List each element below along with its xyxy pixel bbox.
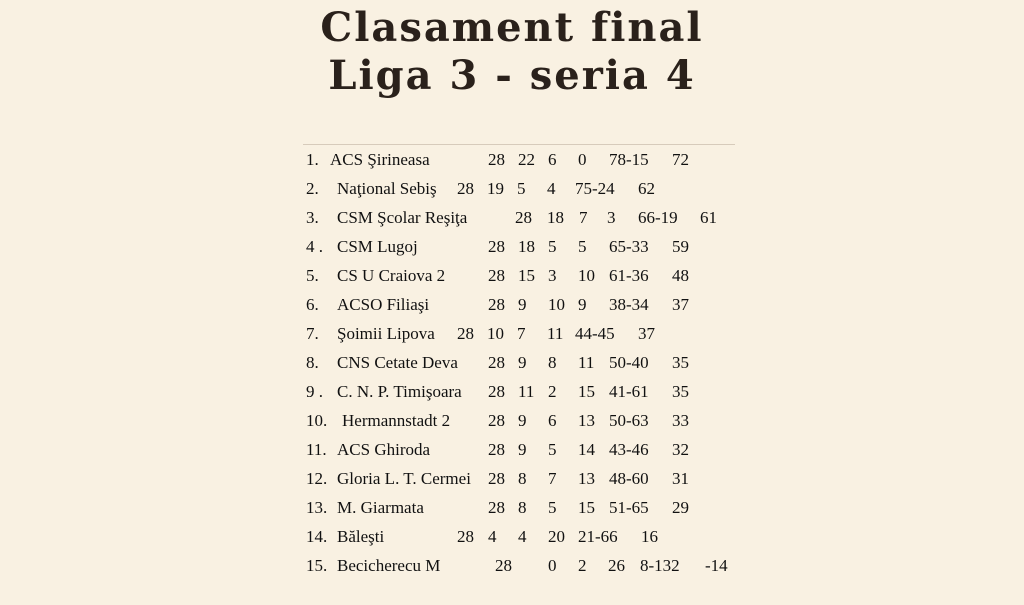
team-name-cell: ACS Ghiroda	[337, 440, 431, 459]
goals-cell: 61-36	[609, 266, 649, 285]
wins-cell: 22	[518, 150, 535, 169]
games-played-cell: 28	[457, 527, 474, 546]
losses-cell: 13	[578, 469, 595, 488]
position-cell: 9 .	[306, 382, 323, 401]
team-name-cell: CNS Cetate Deva	[337, 353, 458, 372]
goals-cell: 66-19	[638, 208, 678, 227]
page-subtitle: Liga 3 - seria 4	[328, 52, 696, 99]
team-name-cell: CSM Şcolar Reşiţa	[337, 208, 468, 227]
wins-cell: 19	[487, 179, 504, 198]
points-cell: 62	[638, 179, 655, 198]
table-row	[0, 495, 1024, 521]
wins-cell: 0	[548, 556, 557, 575]
points-cell: 29	[672, 498, 689, 517]
table-row	[0, 466, 1024, 492]
team-name-cell: Băleşti	[337, 527, 385, 546]
team-name-cell: M. Giarmata	[337, 498, 424, 517]
losses-cell: 5	[578, 237, 587, 256]
table-row	[0, 205, 1024, 231]
games-played-cell: 28	[488, 411, 505, 430]
team-name-cell: CS U Craiova 2	[337, 266, 446, 285]
position-cell: 11.	[306, 440, 327, 459]
losses-cell: 9	[578, 295, 587, 314]
draws-cell: 5	[548, 440, 557, 459]
position-cell: 2.	[306, 179, 319, 198]
page-title: Clasament final	[320, 4, 704, 51]
points-cell: 32	[672, 440, 689, 459]
position-cell: 8.	[306, 353, 319, 372]
table-row	[0, 176, 1024, 202]
team-name-cell: Becicherecu M	[337, 556, 441, 575]
table-row	[0, 234, 1024, 260]
team-name-cell: Hermannstadt 2	[342, 411, 451, 430]
games-played-cell: 28	[488, 266, 505, 285]
games-played-cell: 28	[488, 295, 505, 314]
wins-cell: 8	[518, 498, 527, 517]
draws-cell: 6	[548, 150, 557, 169]
team-name-cell: Naţional Sebiş	[337, 179, 437, 198]
goals-cell: 41-61	[609, 382, 649, 401]
table-row	[0, 321, 1024, 347]
goals-cell: 50-40	[609, 353, 649, 372]
points-cell: 37	[638, 324, 655, 343]
games-played-cell: 28	[488, 237, 505, 256]
losses-cell: 10	[578, 266, 595, 285]
team-name-cell: C. N. P. Timişoara	[337, 382, 462, 401]
table-row	[0, 379, 1024, 405]
table-row	[0, 524, 1024, 550]
team-name-cell: CSM Lugoj	[337, 237, 418, 256]
table-row	[0, 408, 1024, 434]
team-name-cell: Şoimii Lipova	[337, 324, 435, 343]
draws-cell: 2	[578, 556, 587, 575]
games-played-cell: 28	[488, 469, 505, 488]
wins-cell: 9	[518, 295, 527, 314]
draws-cell: 5	[517, 179, 526, 198]
games-played-cell: 28	[488, 353, 505, 372]
losses-cell: 4	[547, 179, 556, 198]
goals-cell: 43-46	[609, 440, 649, 459]
games-played-cell: 28	[515, 208, 532, 227]
points-cell: 31	[672, 469, 689, 488]
draws-cell: 6	[548, 411, 557, 430]
table-row	[0, 292, 1024, 318]
points-cell: 35	[672, 382, 689, 401]
draws-cell: 2	[548, 382, 557, 401]
table-row	[0, 350, 1024, 376]
goals-cell: 38-34	[609, 295, 649, 314]
wins-cell: 10	[487, 324, 504, 343]
position-cell: 15.	[306, 556, 328, 575]
points-cell: 61	[700, 208, 717, 227]
points-cell: 16	[641, 527, 658, 546]
goals-cell: 8-132	[640, 556, 680, 575]
wins-cell: 9	[518, 440, 527, 459]
games-played-cell: 28	[488, 150, 505, 169]
wins-cell: 8	[518, 469, 527, 488]
position-cell: 3.	[306, 208, 319, 227]
points-cell: 59	[672, 237, 689, 256]
team-name-cell: ACS Şirineasa	[330, 150, 430, 169]
position-cell: 7.	[306, 324, 319, 343]
games-played-cell: 28	[495, 556, 512, 575]
wins-cell: 4	[488, 527, 497, 546]
goals-cell: 51-65	[609, 498, 649, 517]
position-cell: 6.	[306, 295, 319, 314]
losses-cell: 14	[578, 440, 595, 459]
draws-cell: 5	[548, 498, 557, 517]
losses-cell: 0	[578, 150, 587, 169]
draws-cell: 8	[548, 353, 557, 372]
position-cell: 5.	[306, 266, 319, 285]
table-row	[0, 553, 1024, 579]
position-cell: 14.	[306, 527, 328, 546]
goals-cell: 65-33	[609, 237, 649, 256]
points-cell: 48	[672, 266, 689, 285]
wins-cell: 18	[547, 208, 564, 227]
table-row	[0, 263, 1024, 289]
losses-cell: 11	[578, 353, 595, 372]
draws-cell: 10	[548, 295, 565, 314]
draws-cell: 5	[548, 237, 557, 256]
draws-cell: 7	[517, 324, 526, 343]
position-cell: 1.	[306, 150, 319, 169]
games-played-cell: 28	[488, 382, 505, 401]
table-row	[0, 147, 1024, 173]
wins-cell: 15	[518, 266, 535, 285]
wins-cell: 18	[518, 237, 535, 256]
points-cell: 35	[672, 353, 689, 372]
draws-cell: 7	[579, 208, 588, 227]
wins-cell: 9	[518, 353, 527, 372]
wins-cell: 11	[518, 382, 535, 401]
losses-cell: 11	[547, 324, 564, 343]
points-cell: -14	[705, 556, 728, 575]
losses-cell: 3	[607, 208, 616, 227]
goals-cell: 44-45	[575, 324, 615, 343]
points-cell: 37	[672, 295, 689, 314]
losses-cell: 15	[578, 498, 595, 517]
goals-cell: 48-60	[609, 469, 649, 488]
losses-cell: 26	[608, 556, 625, 575]
points-cell: 33	[672, 411, 689, 430]
position-cell: 13.	[306, 498, 328, 517]
draws-cell: 3	[548, 266, 557, 285]
losses-cell: 15	[578, 382, 595, 401]
games-played-cell: 28	[488, 440, 505, 459]
draws-cell: 7	[548, 469, 557, 488]
losses-cell: 13	[578, 411, 595, 430]
team-name-cell: ACSO Filiaşi	[337, 295, 430, 314]
table-row	[0, 437, 1024, 463]
position-cell: 10.	[306, 411, 328, 430]
games-played-cell: 28	[488, 498, 505, 517]
goals-cell: 78-15	[609, 150, 649, 169]
losses-cell: 20	[548, 527, 565, 546]
wins-cell: 9	[518, 411, 527, 430]
position-cell: 4 .	[306, 237, 323, 256]
position-cell: 12.	[306, 469, 328, 488]
points-cell: 72	[672, 150, 689, 169]
draws-cell: 4	[518, 527, 527, 546]
games-played-cell: 28	[457, 179, 474, 198]
goals-cell: 50-63	[609, 411, 649, 430]
games-played-cell: 28	[457, 324, 474, 343]
goals-cell: 75-24	[575, 179, 615, 198]
team-name-cell: Gloria L. T. Cermei	[337, 469, 471, 488]
goals-cell: 21-66	[578, 527, 618, 546]
